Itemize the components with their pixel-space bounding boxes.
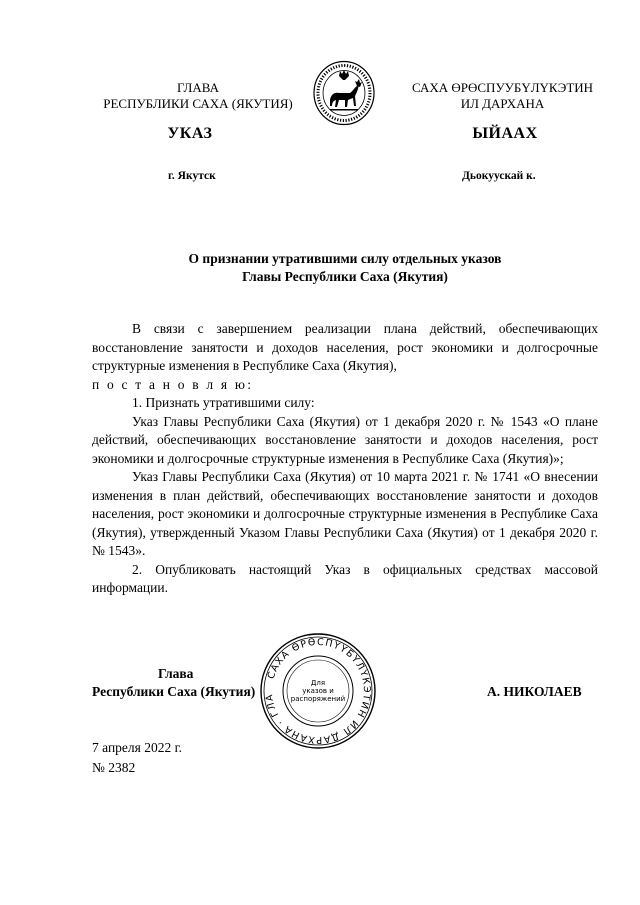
header-left-line2: РЕСПУБЛИКИ САХА (ЯКУТИЯ): [103, 96, 293, 111]
svg-text:САХА ӨРӨСПҮҮБҮЛҮКЭТИН ИЛ ДАРХА: САХА ӨРӨСПҮҮБҮЛҮКЭТИН ИЛ ДАРХАНА · ГЛА: [263, 636, 373, 746]
document-body: [92, 320, 598, 598]
official-seal-icon: [258, 631, 378, 751]
document-footer: [92, 738, 182, 778]
item-1: 1. Признать утратившими силу:: [132, 395, 315, 410]
item-1b: Указ Главы Республики Саха (Якутия) от 10 марта 2021 г. № 1741 «О внесении изменения в план действий, обеспечивающих восстановление занятости и доходов населения, рост экономики и долгосрочные структурные изменения в Республике Саха (Якутия), утвержденный Указом Главы Республики Саха (Якутия) от 1 декабря 2020 г. № 1543».: [92, 469, 598, 558]
preamble-paragraph: В связи с завершением реализации плана действий, обеспечивающих восстановление занятости и доходов населения, рост экономики и долгосрочные структурные изменения в Республике Саха (Якутия),: [92, 321, 598, 373]
header-left-line1: ГЛАВА: [177, 80, 219, 95]
decree-word: [92, 376, 598, 395]
document-date: 7 апреля 2022 г.: [92, 740, 182, 755]
document-title: [92, 250, 598, 286]
item-2: 2. Опубликовать настоящий Указ в официальных средствах массовой информации.: [92, 561, 598, 595]
title-line1: О признании утратившими силу отдельных указов: [188, 251, 502, 266]
coat-of-arms-icon: [312, 60, 376, 126]
header-right-line2: ИЛ ДАРХАНА: [460, 96, 545, 111]
signature-role-line2: Республики Саха (Якутия): [92, 684, 256, 699]
header-left: [78, 80, 318, 112]
city-ru: г. Якутск: [168, 170, 216, 182]
svg-text:распоряжений: распоряжений: [290, 695, 346, 703]
title-line2: Главы Республики Саха (Якутия): [242, 269, 448, 284]
svg-text:указов и: указов и: [302, 687, 334, 695]
header-right: [390, 80, 615, 112]
doc-type-sakha: ЫЙААХ: [472, 125, 538, 142]
item-1a: Указ Главы Республики Саха (Якутия) от 1 декабря 2020 г. № 1543 «О плане действий, обеспечивающих восстановление занятости и доходов населения, рост экономики и долгосрочные структурные изменения в Республике Саха (Якутия)»;: [92, 413, 598, 466]
document-number: № 2382: [92, 760, 136, 775]
svg-text:Для: Для: [310, 679, 326, 687]
decree-word-text: п о с т а н о в л я ю:: [92, 376, 254, 392]
city-sakha: Дьокуускай к.: [462, 170, 536, 182]
doc-type-ru: УКАЗ: [167, 125, 213, 142]
signature-name: А. НИКОЛАЕВ: [487, 684, 582, 699]
signature-role-line1: Глава: [158, 666, 194, 681]
header-right-line1: САХА ӨРӨСПУУБҮЛҮКЭТИН: [411, 80, 594, 95]
